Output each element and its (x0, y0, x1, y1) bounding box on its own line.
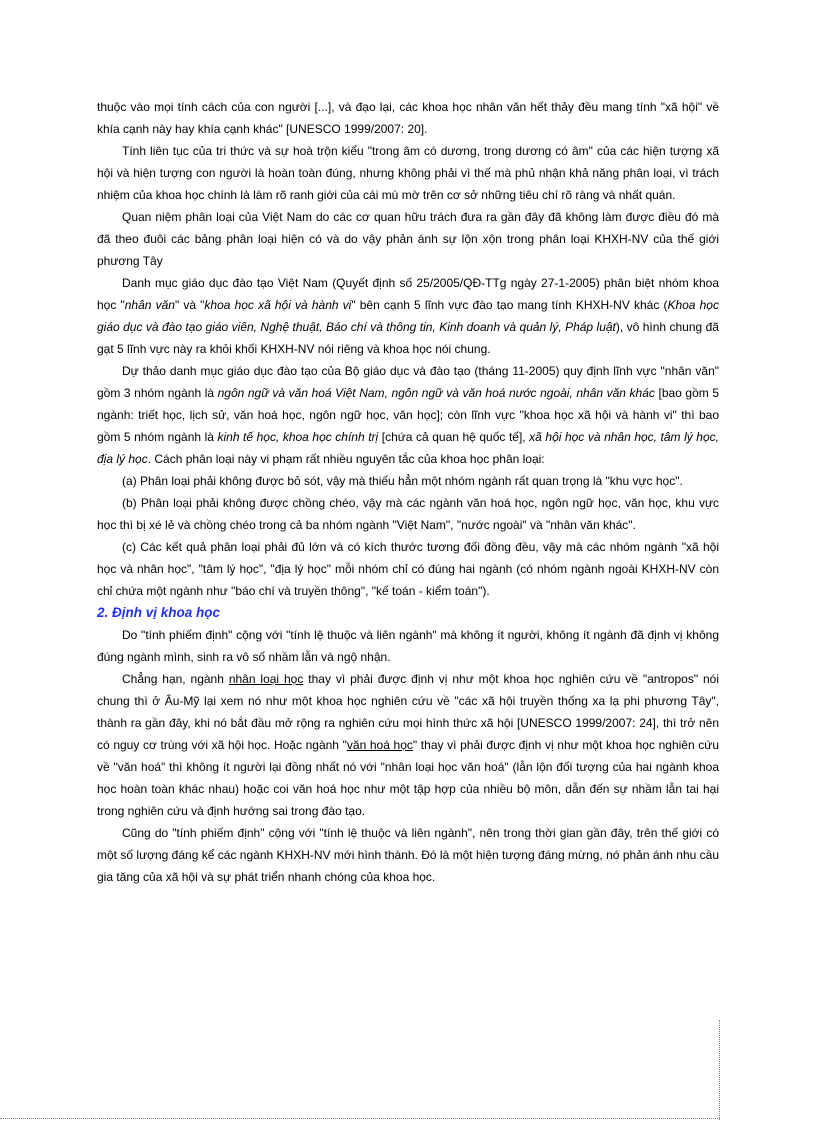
paragraph-6: Do "tính phiếm định" cộng với "tính lệ thuộc và liên ngành" mà không ít người, không ít ngành đã định vị không đúng ngành mình, sinh ra vô số nhầm lẫn và ngộ nhận. (97, 628, 719, 664)
italic-term: xã hội học và nhân học, tâm lý học, địa lý học (97, 430, 719, 466)
text-run: thay vì phải được định vị như một khoa học nghiên cứu về "antropos" nói chung thì ở Âu-Mỹ lại xem nó như một khoa học nghiên cứu về "các xã hội truyền thống xa lạ phi phương Tây", thành ra gần đây, khi nó bắt đầu mở rộng ra nghiên cứu mọi hình thức xã hội [UNESCO 1999/2007: 24], thì trở nên có nguy cơ trùng với xã hội học. Hoặc ngành " (97, 672, 720, 752)
document-page (97, 96, 719, 888)
text-run: ), vô hình chung đã gạt 5 lĩnh vực này ra khỏi khối KHXH-NV nói riêng và khoa học nói chung. (97, 320, 719, 356)
italic-term: Khoa học giáo dục và đào tạo giáo viên, Nghệ thuật, Báo chí và thông tin, Kinh doanh và quản lý, Pháp luật (97, 298, 719, 334)
text-run: (b) Phân loại phải không được chồng chéo, vậy mà các ngành văn hoá học, ngôn ngữ học, văn học, (122, 496, 676, 510)
text-run: (c) Các kết quả phân loại phải đủ lớn và có kích thước tương đối đồng đều, vậy mà các nhóm ngành (122, 540, 682, 554)
italic-term: kinh tế học, khoa học chính trị (217, 430, 379, 444)
paragraph-5 (97, 360, 719, 470)
page-border-right (719, 1020, 720, 1120)
text-run: " và " (174, 298, 205, 312)
paragraph-2: Tính liên tục của tri thức và sự hoà trộn kiểu "trong âm có dương, trong dương có âm" của các hiện tượng xã hội và hiện tượng con người là hoàn toàn đúng, nhưng không phải vì thế mà phủ nhận khả năng phân loại, vì trách nhiệm của khoa học chính là làm rõ ranh giới của cái mù mờ trên cơ sở những tiêu chí rõ ràng và nhất quán. (97, 144, 719, 202)
text-run: Chẳng hạn, ngành (122, 672, 229, 686)
page-border-bottom (0, 1118, 720, 1119)
text-run: Danh mục giáo dục đào tạo Việt Nam (Quyết định số 25/2005/QĐ-TTg ngày 27-1-2005) phân biệt nhóm khoa học " (97, 276, 719, 312)
text-run: khu vực học thì bị xé lẻ và chồng chéo trong cả ba nhóm ngành "Việt Nam", "nước ngoài" và "nhân văn khác". (97, 496, 719, 532)
text-run: [bao gồm 5 ngành: triết học, lịch sử, văn hoá học, ngôn ngữ học, văn học]; còn lĩnh vực "khoa học xã hội và hành vi" thì bao gồm 5 nhóm ngành là (97, 386, 719, 444)
text-run: Dự thảo danh mục giáo dục đào tạo của Bộ giáo dục và đào tạo (tháng 11-2005) quy định lĩnh vực "nhân văn" gồm 3 nhóm ngành là (97, 364, 719, 400)
italic-term: ngôn ngữ và văn hoá Việt Nam, ngôn ngữ và văn hoá nước ngoài, nhân văn khác (217, 386, 655, 400)
text-run: "xã hội học và nhân học", "tâm lý học", "địa lý học" mỗi nhóm chỉ có đúng hai ngành (có nhóm ngành ngoài KHXH-NV còn chỉ chứa một ngành như "báo chí và truyền thông", "kế toán - kiểm toán"). (97, 540, 719, 598)
section-heading: 2. Định vị khoa học (97, 605, 221, 620)
paragraph-1: thuộc vào mọi tính cách của con người [...], và đạo lại, các khoa học nhân văn hết thảy đều mang tính "xã hội" về khía cạnh này hay khía cạnh khác" [UNESCO 1999/2007: 20]. (97, 100, 719, 136)
underlined-term: nhân loại học (228, 672, 304, 686)
paragraph-7 (97, 668, 719, 822)
paragraph-4 (97, 272, 719, 360)
text-run: " bên cạnh 5 lĩnh vực đào tạo mang tính KHXH-NV khác ( (351, 298, 668, 312)
list-item-b (97, 492, 719, 536)
list-item-c (97, 536, 719, 602)
text-run: " thay vì phải được định vị như một khoa học nghiên cứu về "văn hoá" thì không ít người lại đồng nhất nó với "nhân loại học văn hoá" (lẫn lộn đối tượng của hai ngành khoa học hoàn toàn khác nhau) hoặc coi văn hoá học như một tập hợp của nhiều bộ môn, dẫn đến sự nhầm lẫn tai hại trong nghiên cứu và định hướng sai trong đào tạo. (97, 738, 719, 818)
italic-term: khoa học xã hội và hành vi (204, 298, 352, 312)
paragraph-8: Cũng do "tính phiếm định" cộng với "tính lệ thuộc và liên ngành", nên trong thời gian gần đây, trên thế giới có một số lượng đáng kể các ngành KHXH-NV mới hình thành. Đó là một hiện tượng đáng mừng, nó phản ánh nhu cầu gia tăng của xã hội và sự phát triển nhanh chóng của khoa học. (97, 826, 719, 884)
list-item-a: (a) Phân loại phải không được bỏ sót, vậy mà thiếu hẳn một nhóm ngành rất quan trọng là "khu vực học". (122, 474, 683, 488)
italic-term: nhân văn (124, 298, 175, 312)
underlined-term: văn hoá học (346, 738, 413, 752)
text-run: . Cách phân loại này vi phạm rất nhiều nguyên tắc của khoa học phân loại: (147, 452, 545, 466)
paragraph-3: Quan niệm phân loại của Việt Nam do các cơ quan hữu trách đưa ra gần đây đã không làm được điều đó mà đã theo đuôi các bảng phân loại hiện có và do vậy phản ánh sự lộn xộn trong phân loại KHXH-NV của thế giới phương Tây (97, 210, 719, 268)
text-run: [chứa cả quan hệ quốc tế], (378, 430, 530, 444)
